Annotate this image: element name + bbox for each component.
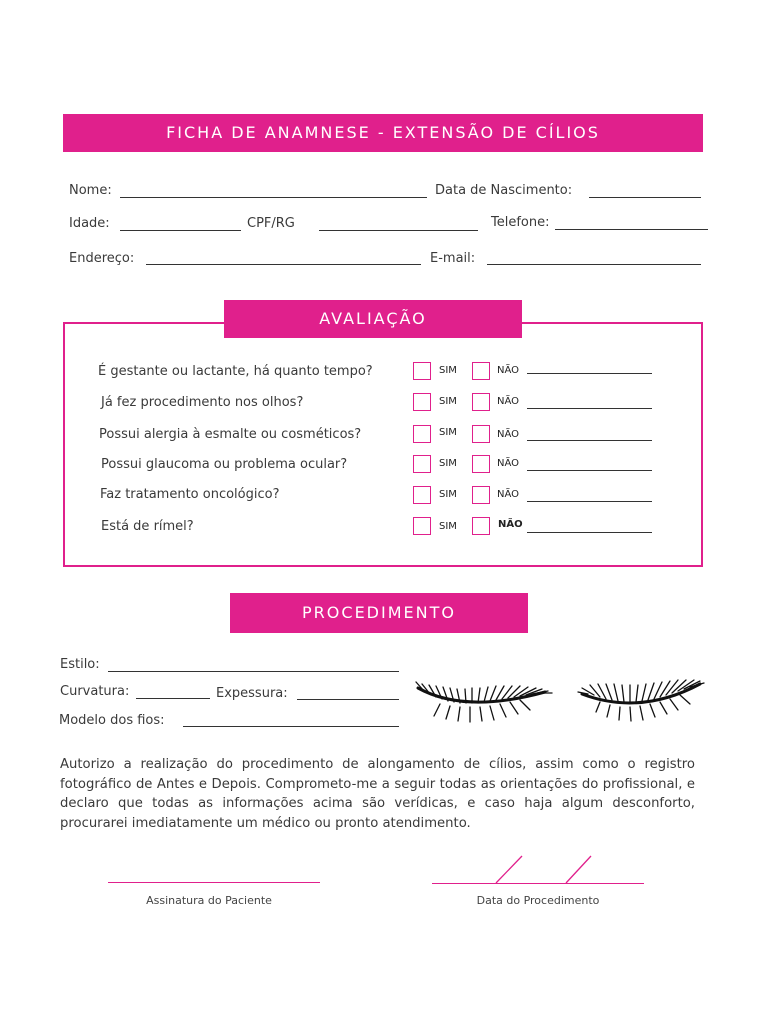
idade-label: Idade: xyxy=(69,216,110,231)
right-eyelash-icon xyxy=(578,680,704,721)
sim-checkbox[interactable] xyxy=(413,393,431,411)
nao-checkbox[interactable] xyxy=(472,486,490,504)
endereco-label: Endereço: xyxy=(69,251,135,266)
email-field[interactable] xyxy=(487,264,701,265)
procedure-date-label: Data do Procedimento xyxy=(476,894,600,907)
sim-label: SIM xyxy=(439,365,457,376)
question-text: Já fez procedimento nos olhos? xyxy=(101,395,304,410)
modelo-label: Modelo dos fios: xyxy=(59,713,165,728)
nao-label: NÃO xyxy=(497,489,520,500)
nome-field[interactable] xyxy=(120,197,427,198)
nao-detail-field[interactable] xyxy=(527,470,652,471)
question-text: Está de rímel? xyxy=(101,519,194,534)
nao-detail-field[interactable] xyxy=(527,440,652,441)
nao-detail-field[interactable] xyxy=(527,408,652,409)
sim-label: SIM xyxy=(439,458,457,469)
left-eyelash-icon xyxy=(416,682,552,722)
sim-checkbox[interactable] xyxy=(413,517,431,535)
nao-checkbox[interactable] xyxy=(472,362,490,380)
sim-checkbox[interactable] xyxy=(413,455,431,473)
nao-label: NÃO xyxy=(497,429,520,440)
page-title-bar xyxy=(63,114,703,152)
telefone-label: Telefone: xyxy=(491,215,550,230)
espessura-label: Expessura: xyxy=(216,686,288,701)
curvatura-field[interactable] xyxy=(136,698,210,699)
nao-detail-field[interactable] xyxy=(527,373,652,374)
patient-signature-line[interactable] xyxy=(108,882,320,883)
cpf-field[interactable] xyxy=(319,230,478,231)
sim-label: SIM xyxy=(439,489,457,500)
endereco-field[interactable] xyxy=(146,264,421,265)
nao-checkbox[interactable] xyxy=(472,455,490,473)
idade-field[interactable] xyxy=(120,230,241,231)
patient-signature-label: Assinatura do Paciente xyxy=(146,894,272,907)
sim-label: SIM xyxy=(439,427,457,438)
nao-label: NÃO xyxy=(498,519,523,530)
avaliacao-title-bar xyxy=(224,300,522,338)
question-text: Possui alergia à esmalte ou cosméticos? xyxy=(99,427,362,442)
sim-checkbox[interactable] xyxy=(413,425,431,443)
procedimento-title: PROCEDIMENTO xyxy=(302,603,456,622)
sim-checkbox[interactable] xyxy=(413,362,431,380)
cpf-label: CPF/RG xyxy=(247,216,295,231)
nao-checkbox[interactable] xyxy=(472,425,490,443)
email-label: E-mail: xyxy=(430,251,476,266)
page-title: FICHA DE ANAMNESE - EXTENSÃO DE CÍLIOS xyxy=(166,123,600,142)
estilo-label: Estilo: xyxy=(60,657,100,672)
estilo-field[interactable] xyxy=(108,671,399,672)
nao-checkbox[interactable] xyxy=(472,517,490,535)
nao-detail-field[interactable] xyxy=(527,501,652,502)
consent-paragraph: Autorizo a realização do procedimento de alongamento de cílios, assim como o registro fotográfico de Antes e Depois. Comprometo-me a seguir todas as orientações do profissional, e declaro que todas as informações acima são verídicas, e caso haja algum desconforto, procurarei imediatamente um médico ou pronto atendimento. xyxy=(60,757,695,831)
nao-checkbox[interactable] xyxy=(472,393,490,411)
telefone-field[interactable] xyxy=(555,229,708,230)
nao-detail-field[interactable] xyxy=(527,532,652,533)
nascimento-label: Data de Nascimento: xyxy=(435,183,573,198)
nao-label: NÃO xyxy=(497,365,520,376)
modelo-field[interactable] xyxy=(183,726,399,727)
nome-label: Nome: xyxy=(69,183,112,198)
question-text: É gestante ou lactante, há quanto tempo? xyxy=(98,364,373,379)
sim-checkbox[interactable] xyxy=(413,486,431,504)
nao-label: NÃO xyxy=(497,458,520,469)
procedimento-title-bar xyxy=(230,593,528,633)
nao-label: NÃO xyxy=(497,396,520,407)
nascimento-field[interactable] xyxy=(589,197,701,198)
avaliacao-title: AVALIAÇÃO xyxy=(319,309,427,328)
question-text: Faz tratamento oncológico? xyxy=(100,487,280,502)
date-slash-icons xyxy=(490,852,600,886)
sim-label: SIM xyxy=(439,521,457,532)
eyelashes-illustration xyxy=(410,672,710,727)
question-text: Possui glaucoma ou problema ocular? xyxy=(101,457,348,472)
sim-label: SIM xyxy=(439,396,457,407)
espessura-field[interactable] xyxy=(297,699,399,700)
curvatura-label: Curvatura: xyxy=(60,684,130,699)
